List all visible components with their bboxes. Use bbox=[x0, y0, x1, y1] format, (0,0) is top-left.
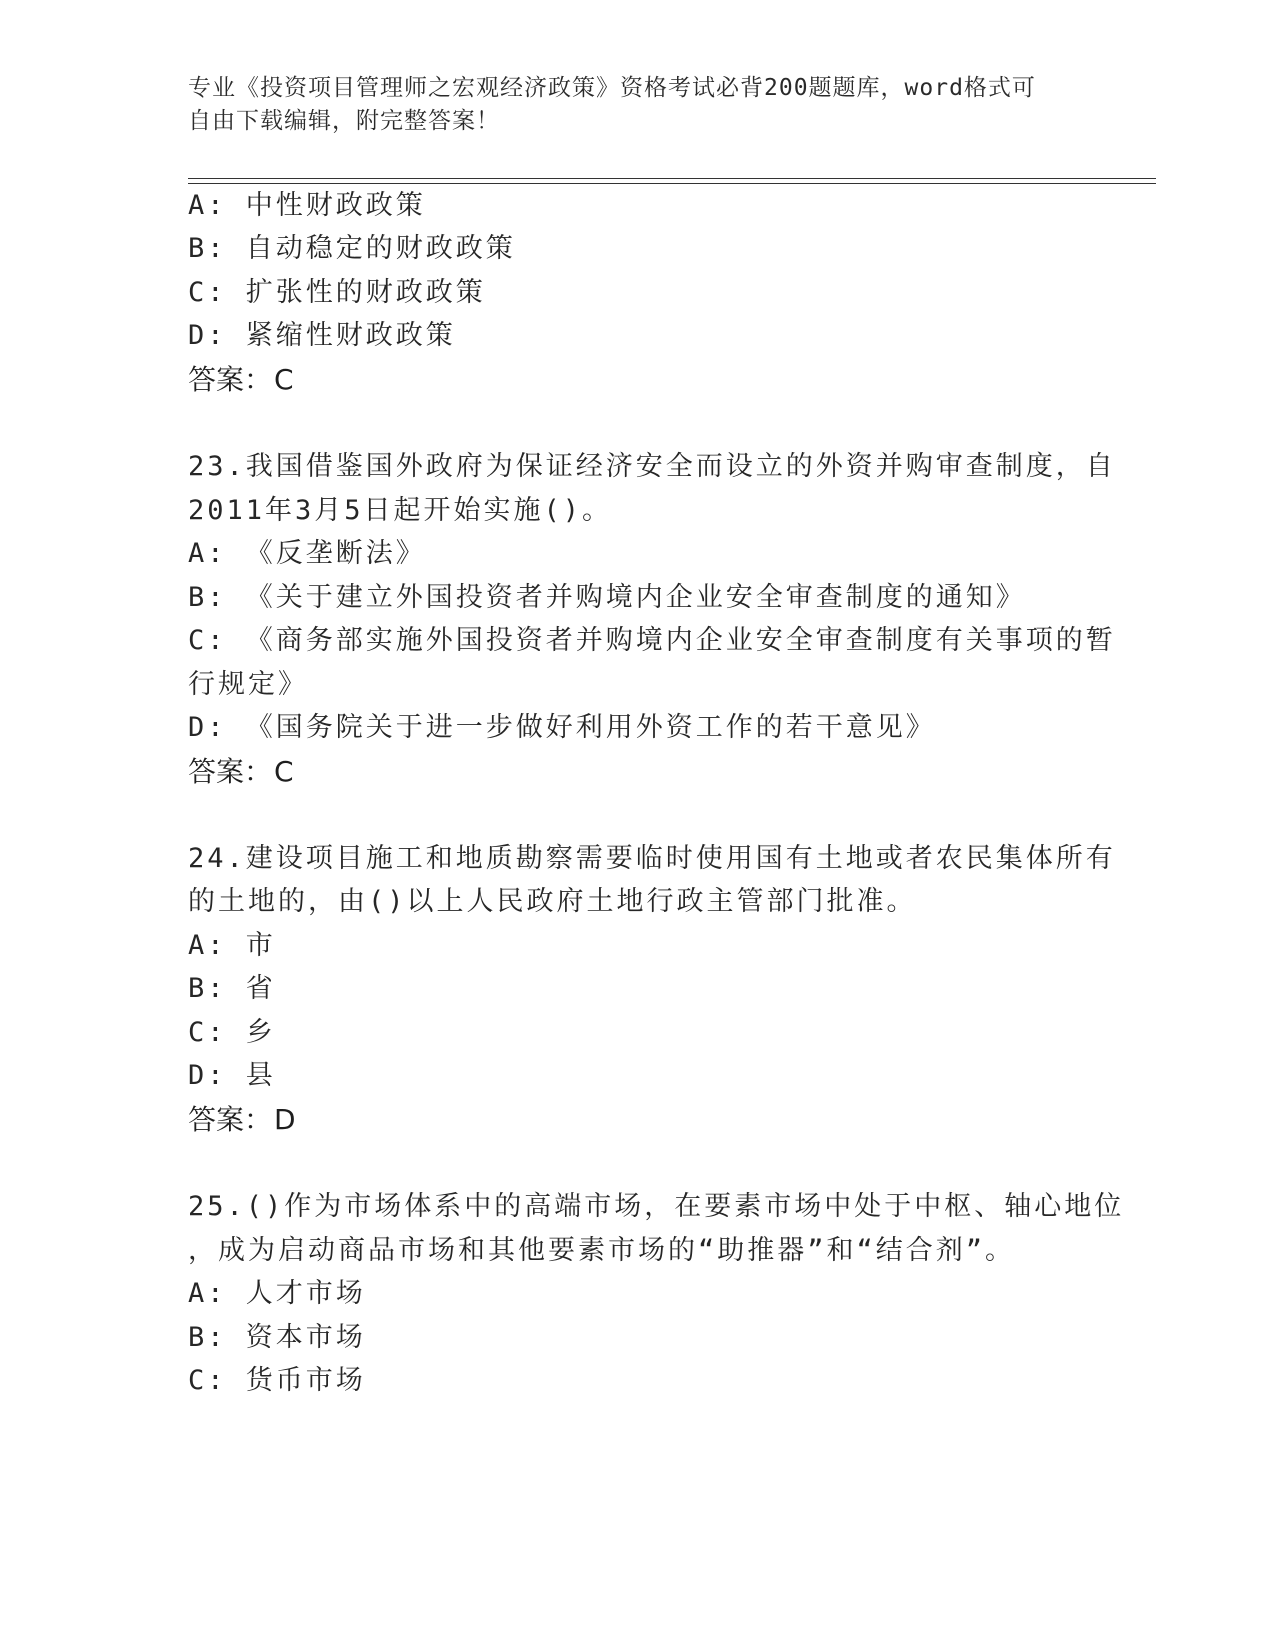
q24-stem-line-2: 的土地的，由()以上人民政府土地行政主管部门批准。 bbox=[188, 886, 917, 917]
answer-label: 答案： bbox=[188, 1103, 273, 1136]
q24-stem-line-1: 24.建设项目施工和地质勘察需要临时使用国有土地或者农民集体所有 bbox=[188, 843, 1116, 874]
q23-option-c-continued: 行规定》 bbox=[188, 669, 308, 700]
header-line-1: 专业《投资项目管理师之宏观经济政策》资格考试必背200题题库，word格式可 bbox=[188, 75, 1036, 101]
q25-option-a: A: 人才市场 bbox=[188, 1278, 366, 1309]
q23-stem-line-2: 2011年3月5日起开始实施()。 bbox=[188, 495, 613, 526]
q22-option-d: D: 紧缩性财政政策 bbox=[188, 320, 456, 351]
q24-answer bbox=[188, 1102, 296, 1138]
q22-answer bbox=[188, 362, 294, 398]
header-divider-top bbox=[188, 178, 1156, 179]
q25-option-c: C: 货币市场 bbox=[188, 1365, 366, 1396]
q24-option-d: D: 县 bbox=[188, 1060, 276, 1091]
answer-value: C bbox=[274, 755, 294, 788]
q25-option-b: B: 资本市场 bbox=[188, 1322, 366, 1353]
q23-option-a: A: 《反垄断法》 bbox=[188, 538, 426, 569]
answer-value: C bbox=[274, 363, 294, 396]
q23-option-c: C: 《商务部实施外国投资者并购境内企业安全审查制度有关事项的暂 bbox=[188, 625, 1116, 656]
q25-stem-line-1: 25.()作为市场体系中的高端市场，在要素市场中处于中枢、轴心地位 bbox=[188, 1191, 1125, 1222]
header-line-2: 自由下载编辑，附完整答案！ bbox=[188, 108, 500, 134]
q24-option-b: B: 省 bbox=[188, 973, 276, 1004]
q24-option-c: C: 乡 bbox=[188, 1017, 276, 1048]
q22-option-b: B: 自动稳定的财政政策 bbox=[188, 233, 516, 264]
q23-answer bbox=[188, 754, 294, 790]
q23-option-b: B: 《关于建立外国投资者并购境内企业安全审查制度的通知》 bbox=[188, 582, 1026, 613]
q23-stem-line-1: 23.我国借鉴国外政府为保证经济安全而设立的外资并购审查制度，自 bbox=[188, 451, 1116, 482]
q22-option-a: A: 中性财政政策 bbox=[188, 190, 426, 221]
answer-value: D bbox=[274, 1103, 296, 1136]
answer-label: 答案： bbox=[188, 755, 273, 788]
q23-option-d: D: 《国务院关于进一步做好利用外资工作的若干意见》 bbox=[188, 712, 936, 743]
answer-label: 答案： bbox=[188, 363, 273, 396]
q24-option-a: A: 市 bbox=[188, 930, 276, 961]
q22-option-c: C: 扩张性的财政政策 bbox=[188, 277, 486, 308]
q25-stem-line-2: ，成为启动商品市场和其他要素市场的“助推器”和“结合剂”。 bbox=[188, 1235, 1016, 1266]
header-divider-bottom bbox=[188, 183, 1156, 184]
document-header bbox=[188, 72, 1068, 138]
